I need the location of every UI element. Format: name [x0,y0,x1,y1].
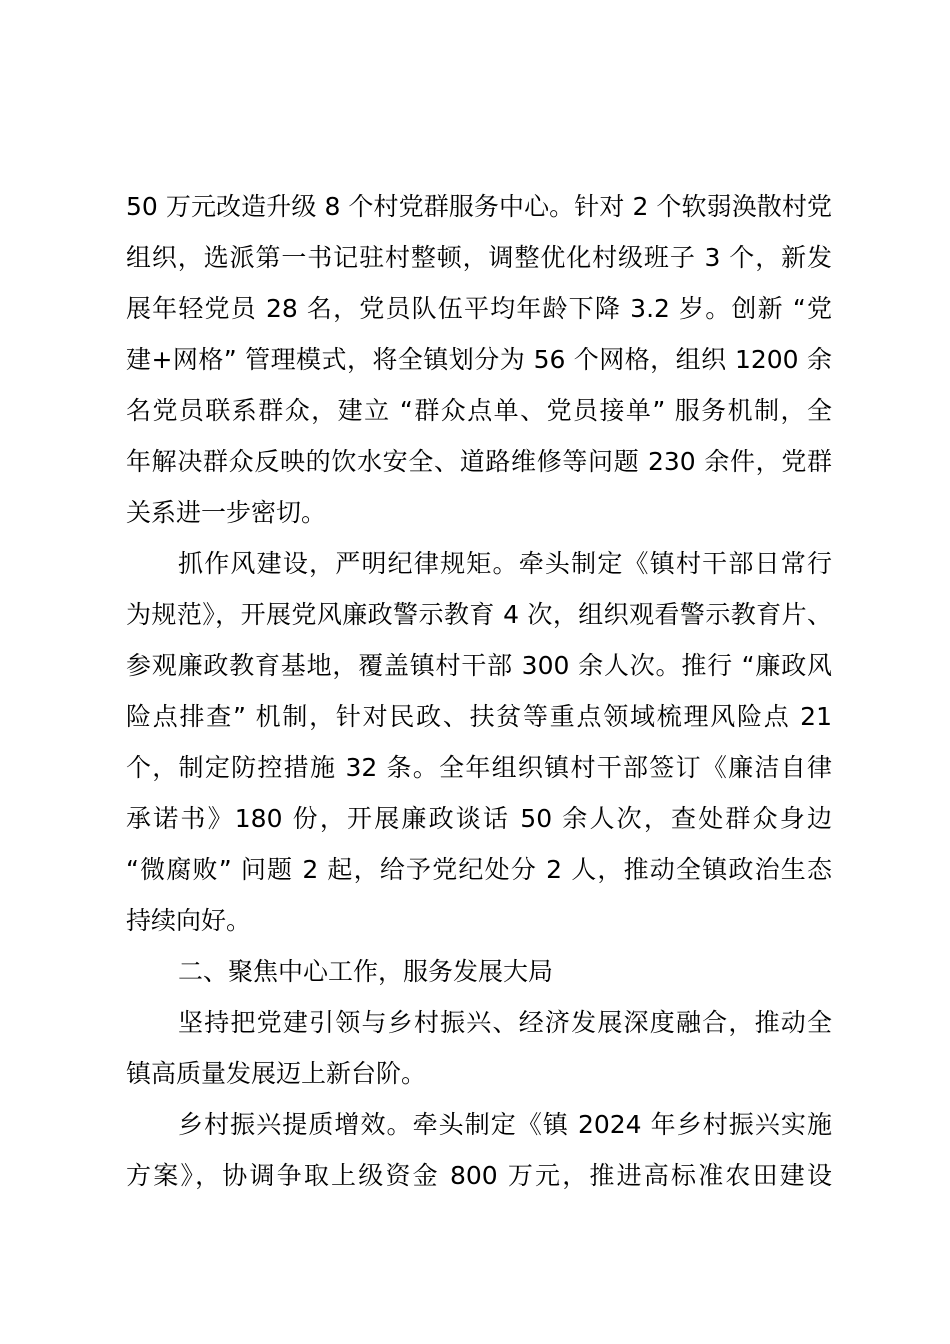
text-line: 镇高质量发展迈上新台阶。 [126,1059,427,1088]
text-line: 年解决群众反映的饮水安全、道路维修等问题 230 余件，党群 [126,447,832,476]
text-line: 为规范》，开展党风廉政警示教育 4 次，组织观看警示教育片、 [126,600,832,629]
paragraph-heading-line: 抓作风建设，严明纪律规矩。牵头制定《镇村干部日常行 [178,549,832,578]
text-line: 承诺书》180 份，开展廉政谈话 50 余人次，查处群众身边 [126,804,832,833]
text-line: 组织，选派第一书记驻村整顿，调整优化村级班子 3 个，新发 [126,243,832,272]
text-line: 50 万元改造升级 8 个村党群服务中心。针对 2 个软弱涣散村党 [126,192,832,221]
text-line: 建+网格” 管理模式，将全镇划分为 56 个网格，组织 1200 余 [126,345,832,374]
text-line: “微腐败” 问题 2 起，给予党纪处分 2 人，推动全镇政治生态 [126,855,832,884]
paragraph-heading-line: 坚持把党建引领与乡村振兴、经济发展深度融合，推动全 [178,1008,832,1037]
text-line: 险点排查” 机制，针对民政、扶贫等重点领域梳理风险点 21 [126,702,832,731]
text-line: 方案》，协调争取上级资金 800 万元，推进高标准农田建设 [126,1161,832,1190]
text-line: 持续向好。 [126,906,252,935]
text-line: 名党员联系群众，建立 “群众点单、党员接单” 服务机制，全 [126,396,832,425]
text-line: 关系进一步密切。 [126,498,327,527]
text-line: 展年轻党员 28 名，党员队伍平均年龄下降 3.2 岁。创新 “党 [126,294,832,323]
paragraph-heading-line: 乡村振兴提质增效。牵头制定《镇 2024 年乡村振兴实施 [178,1110,832,1139]
text-line: 个，制定防控措施 32 条。全年组织镇村干部签订《廉洁自律 [126,753,832,782]
document-body [126,181,832,1201]
section-heading: 二、聚焦中心工作，服务发展大局 [178,957,554,986]
text-line: 参观廉政教育基地，覆盖镇村干部 300 余人次。推行 “廉政风 [126,651,832,680]
